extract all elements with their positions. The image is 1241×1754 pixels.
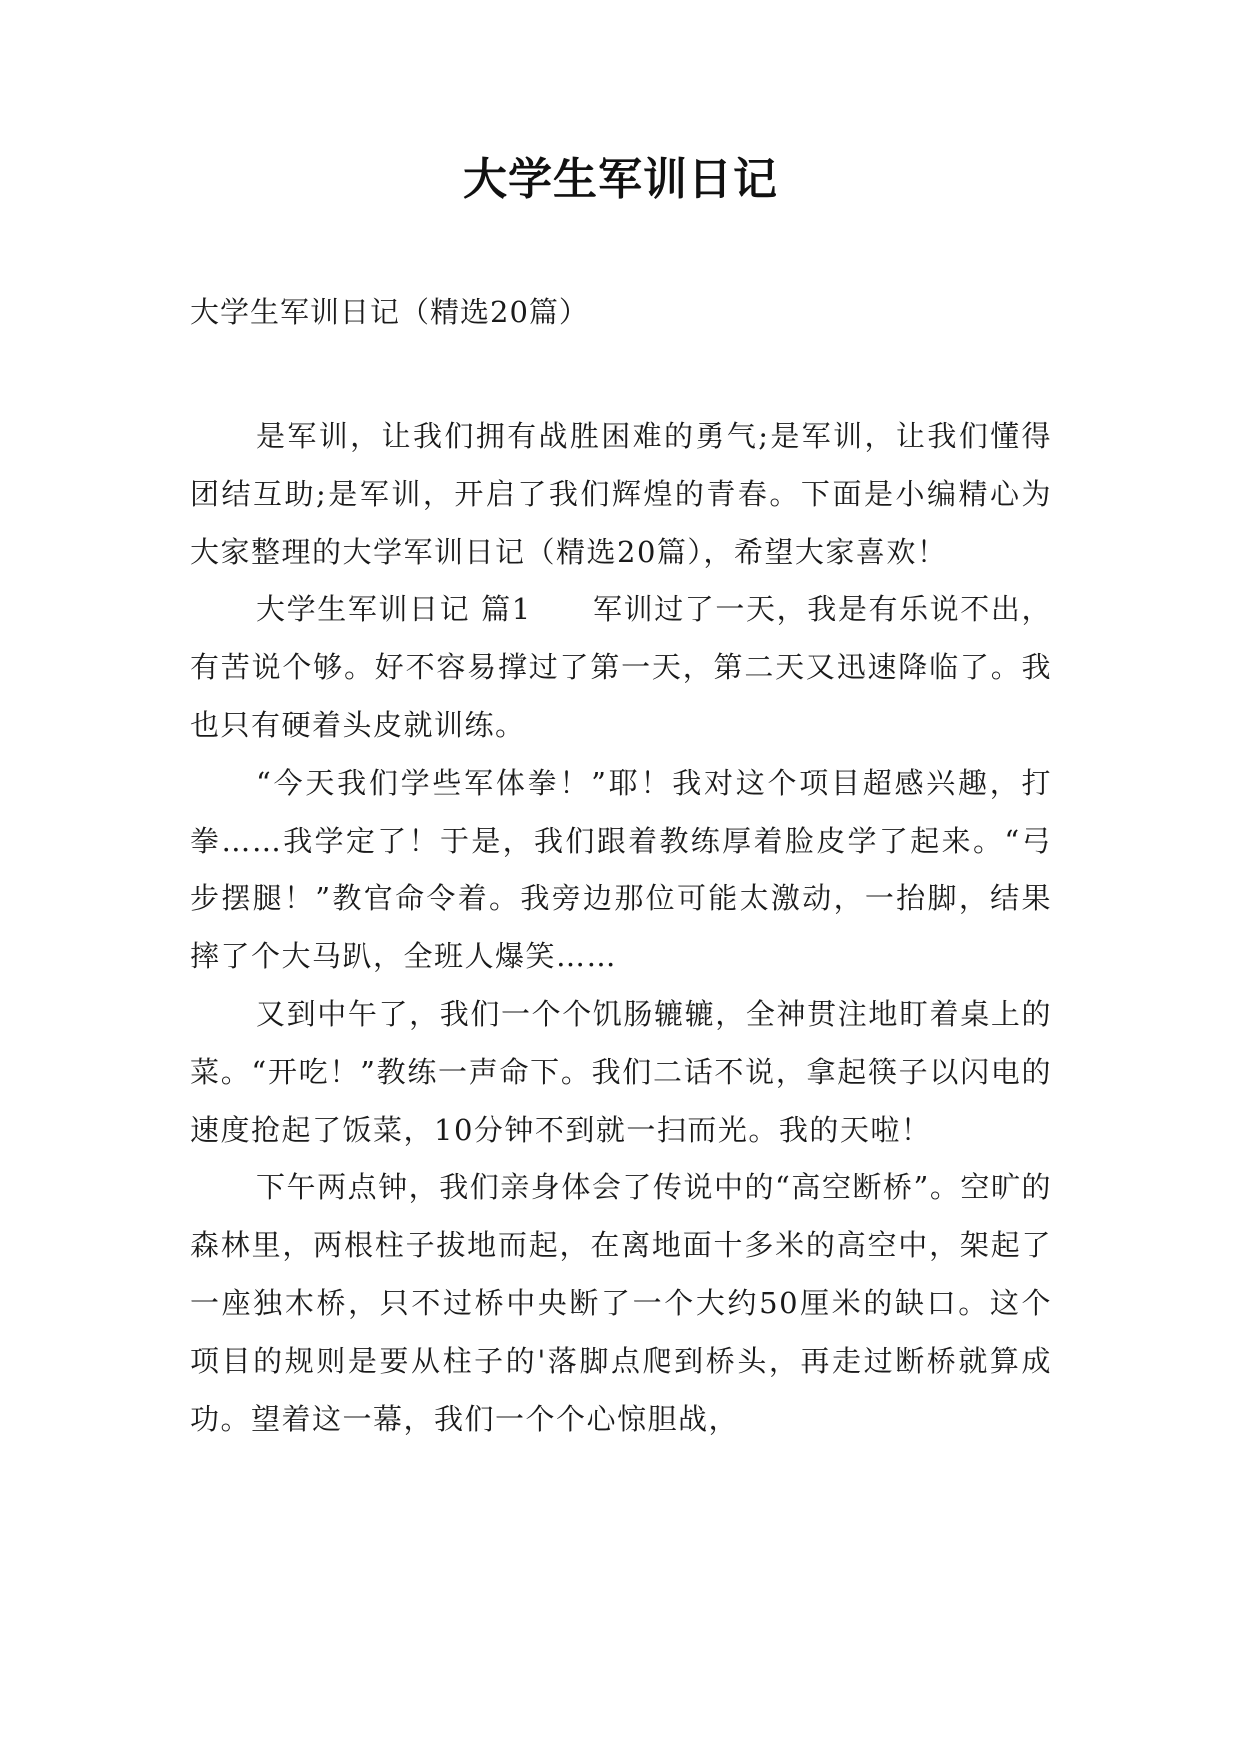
document-subtitle: 大学生军训日记（精选20篇） (190, 295, 589, 329)
paragraph-broken-bridge: 下午两点钟，我们亲身体会了传说中的“高空断桥”。空旷的森林里，两根柱子拔地而起，在离地面十多米的高空中，架起了一座独木桥，只不过桥中央断了一个大约50厘米的缺口。这个项目的规则是要从柱子的'落脚点爬到桥头，再走过断桥就算成功。望着这一幕，我们一个个心惊胆战， (190, 1170, 1052, 1436)
paragraph-military-boxing: “今天我们学些军体拳！”耶！我对这个项目超感兴趣，打拳……我学定了！于是，我们跟着教练厚着脸皮学了起来。“弓步摆腿！”教官命令着。我旁边那位可能太激动，一抬脚，结果摔了个大马趴，全班人爆笑…… (190, 765, 1052, 974)
document-title: 大学生军训日记 (463, 154, 778, 205)
paragraph-entry-1: 大学生军训日记 篇1 军训过了一天，我是有乐说不出，有苦说个够。好不容易撑过了第一天，第二天又迅速降临了。我也只有硬着头皮就训练。 (190, 592, 1052, 742)
document-body (190, 408, 1052, 1448)
paragraph-lunch: 又到中午了，我们一个个饥肠辘辘，全神贯注地盯着桌上的菜。“开吃！”教练一声命下。我们二话不说，拿起筷子以闪电的速度抢起了饭菜，10分钟不到就一扫而光。我的天啦！ (190, 996, 1052, 1147)
paragraph-intro: 是军训，让我们拥有战胜困难的勇气;是军训，让我们懂得团结互助;是军训，开启了我们辉煌的青春。下面是小编精心为大家整理的大学军训日记（精选20篇），希望大家喜欢！ (190, 419, 1052, 569)
